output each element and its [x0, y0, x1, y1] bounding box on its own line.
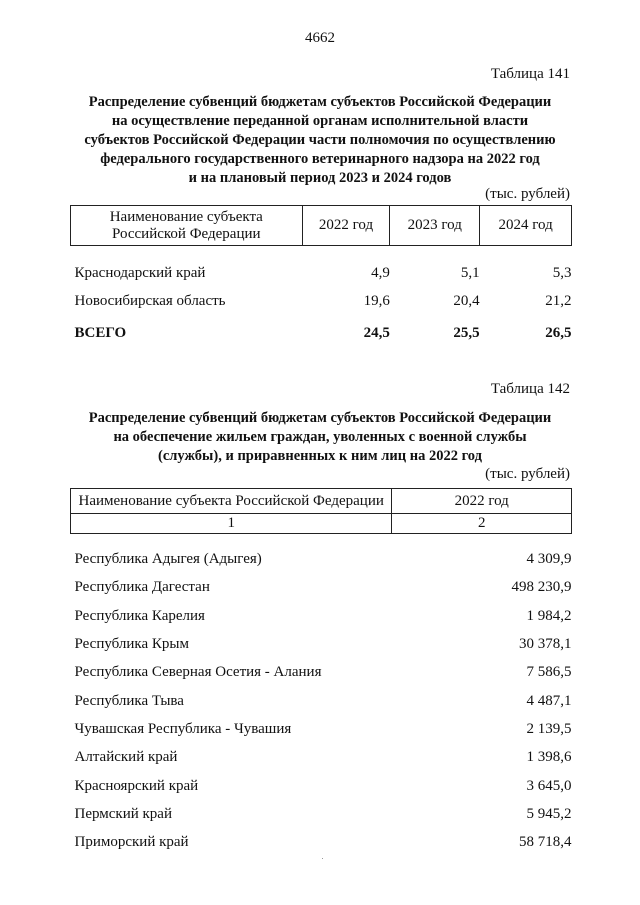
table-row [71, 260, 572, 288]
table-142-title [60, 409, 580, 466]
row-name: Чувашская Республика - Чувашия [74, 720, 292, 737]
title-line: федерального государственного ветеринарного надзора на 2022 год [100, 151, 540, 167]
table-141-title [60, 93, 580, 188]
table-row [71, 744, 572, 772]
table-row [71, 602, 572, 630]
row-name: Красноярский край [74, 777, 199, 794]
table-141 [70, 205, 572, 352]
row-name: Новосибирская область [74, 293, 226, 309]
row-name: Республика Карелия [74, 607, 205, 624]
total-name: ВСЕГО [74, 325, 127, 341]
header-2022: 2022 год [302, 206, 390, 246]
title-line: субъектов Российской Федерации части полномочия по осуществлению [84, 132, 556, 148]
table-row [71, 687, 572, 715]
row-value: 58 718,4 [519, 834, 572, 851]
title-line: Распределение субвенций бюджетам субъектов Российской Федерации [88, 410, 552, 426]
row-2022: 4,9 [371, 265, 390, 281]
total-2022: 24,5 [363, 325, 390, 341]
row-2022: 19,6 [363, 293, 390, 309]
row-name: Приморский край [74, 834, 189, 851]
row-value: 3 645,0 [526, 777, 572, 794]
total-2024: 26,5 [545, 325, 572, 341]
header-subject: Наименование субъекта Российской Федерации [71, 206, 303, 246]
row-2024: 21,2 [545, 293, 572, 309]
table-header-row [71, 489, 572, 514]
row-value: 5 945,2 [526, 805, 572, 822]
row-2023: 5,1 [460, 265, 480, 281]
table-row [71, 546, 572, 574]
header-subject: Наименование субъекта Российской Федерации [71, 489, 392, 514]
scan-speck [322, 858, 323, 859]
row-name: Республика Дагестан [74, 579, 210, 596]
row-2024: 5,3 [552, 265, 572, 281]
title-line: (службы), и приравненных к ним лиц на 2022 год [158, 448, 482, 464]
title-line: на обеспечение жильем граждан, уволенных с военной службы [113, 429, 527, 445]
row-name: Алтайский край [74, 749, 178, 766]
table-141-units: (тыс. рублей) [485, 186, 570, 202]
table-142-units: (тыс. рублей) [485, 466, 570, 482]
row-value: 4 487,1 [526, 692, 572, 709]
column-number-2: 2 [392, 514, 572, 534]
column-number-1: 1 [71, 514, 392, 534]
total-row [71, 316, 572, 352]
table-row [71, 574, 572, 602]
title-line: Распределение субвенций бюджетам субъектов Российской Федерации [88, 94, 552, 110]
table-141-label: Таблица 141 [490, 66, 570, 82]
row-name: Республика Крым [74, 636, 189, 653]
table-header-row [71, 206, 572, 246]
title-line: на осуществление переданной органам исполнительной власти [111, 113, 529, 129]
total-2023: 25,5 [453, 325, 480, 341]
header-2024: 2024 год [480, 206, 572, 246]
row-value: 1 398,6 [526, 749, 572, 766]
row-name: Краснодарский край [74, 265, 206, 281]
row-value: 2 139,5 [526, 720, 572, 737]
row-value: 1 984,2 [526, 607, 572, 624]
row-name: Республика Адыгея (Адыгея) [74, 551, 262, 568]
table-row [71, 800, 572, 828]
table-row [71, 659, 572, 687]
row-2023: 20,4 [453, 293, 480, 309]
row-name: Пермский край [74, 805, 172, 822]
title-line: и на плановый период 2023 и 2024 годов [188, 170, 452, 186]
table-row [71, 772, 572, 800]
row-name: Республика Тыва [74, 692, 184, 709]
table-row [71, 715, 572, 743]
row-value: 30 378,1 [519, 636, 572, 653]
row-value: 498 230,9 [511, 579, 572, 596]
row-value: 7 586,5 [526, 664, 572, 681]
page-number: 4662 [305, 30, 335, 46]
header-2022: 2022 год [392, 489, 572, 514]
table-142 [70, 488, 572, 857]
row-name: Республика Северная Осетия - Алания [74, 664, 322, 681]
row-value: 4 309,9 [526, 551, 572, 568]
table-142-label: Таблица 142 [490, 381, 570, 397]
header-2023: 2023 год [390, 206, 480, 246]
column-number-row [71, 514, 572, 534]
table-row [71, 828, 572, 856]
table-row [71, 288, 572, 316]
table-row [71, 630, 572, 658]
